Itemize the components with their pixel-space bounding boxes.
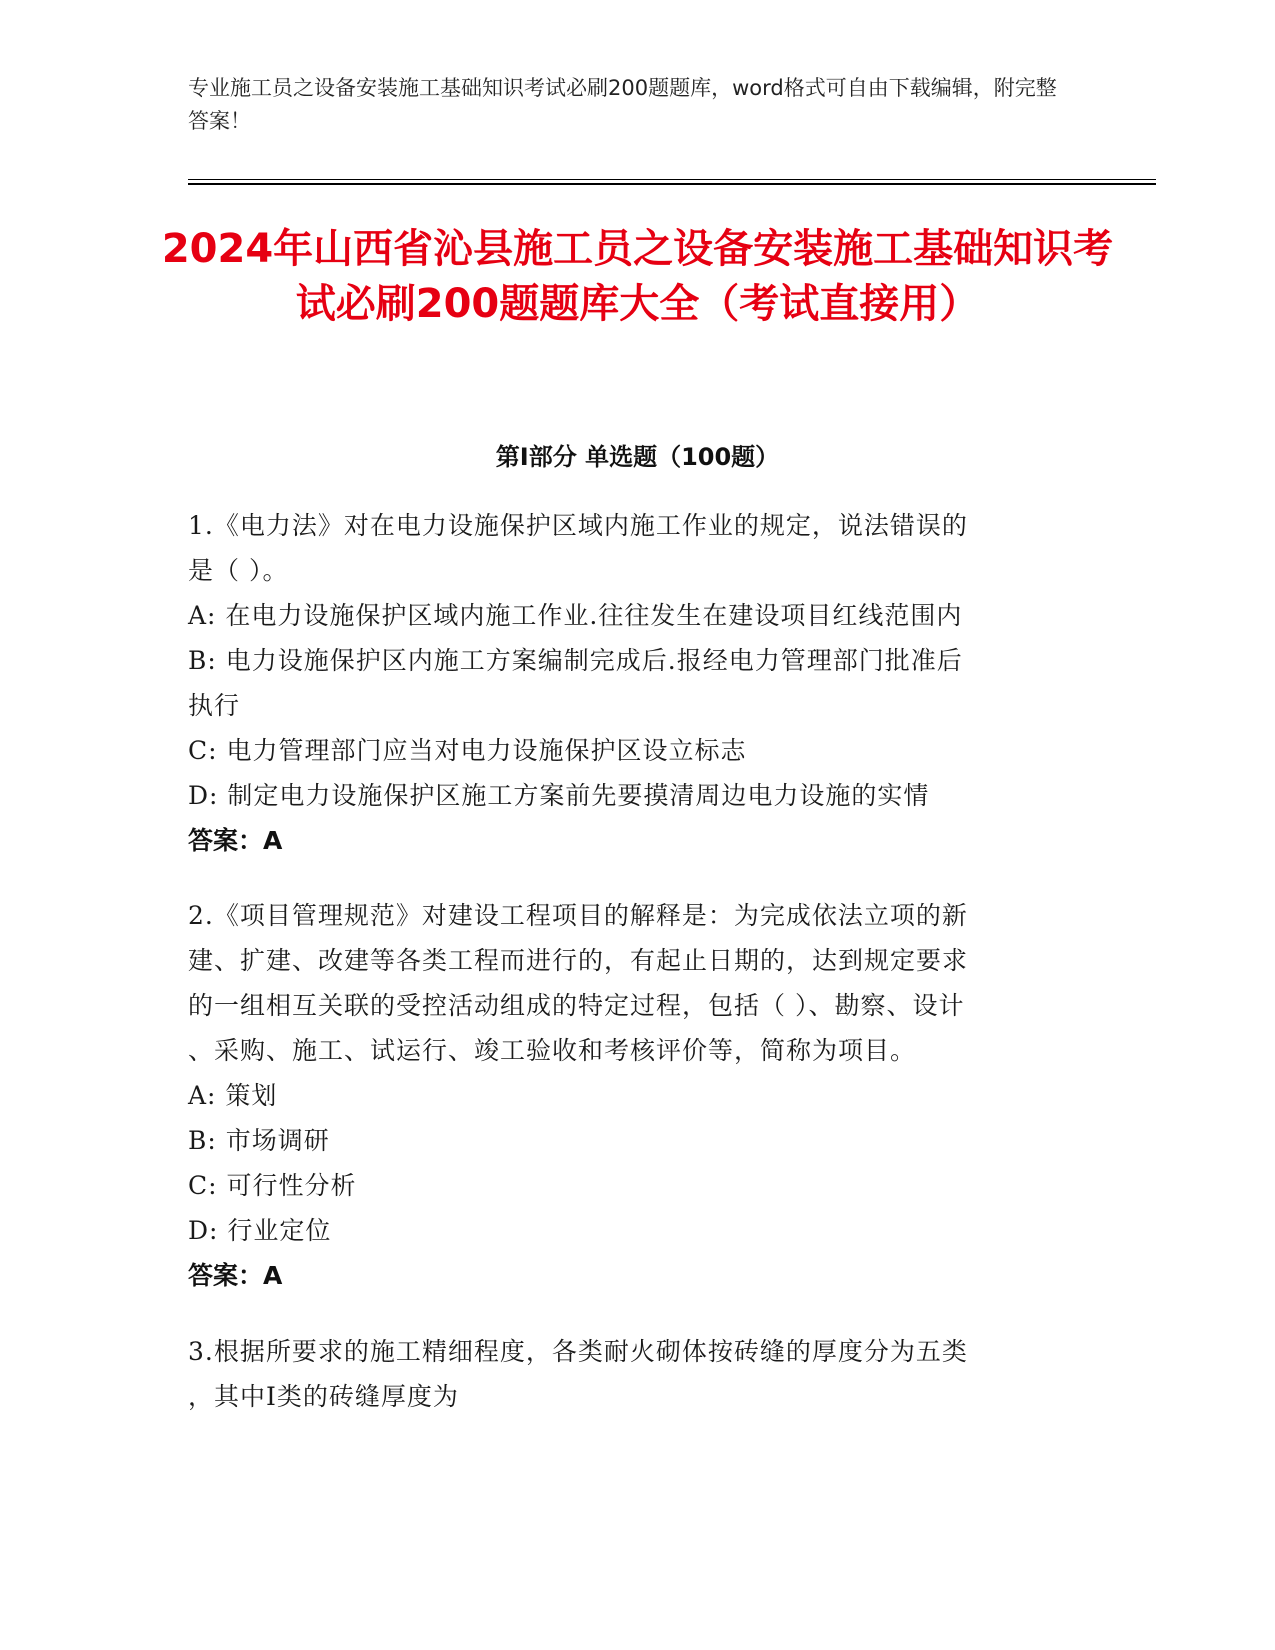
header-divider-thick (188, 183, 1156, 185)
question-2-option-c: C: 可行性分析 (188, 1171, 357, 1200)
question-2-option-a: A: 策划 (188, 1081, 278, 1110)
question-1-option-d: D: 制定电力设施保护区施工方案前先要摸清周边电力设施的实情 (188, 781, 930, 810)
question-2-stem-line: 2.《项目管理规范》对建设工程项目的解释是：为完成依法立项的新 (188, 901, 968, 930)
question-2-option-b: B: 市场调研 (188, 1126, 330, 1155)
question-2-option-d: D: 行业定位 (188, 1216, 332, 1245)
question-1-option-c: C: 电力管理部门应当对电力设施保护区设立标志 (188, 736, 747, 765)
section-heading: 第I部分 单选题（100题） (495, 443, 780, 471)
question-3-stem-line: ，其中Ⅰ类的砖缝厚度为 (188, 1382, 459, 1411)
question-1-option-b-cont: 执行 (188, 691, 241, 720)
question-1 (188, 503, 1068, 863)
question-1-stem-line: 是（ ）。 (188, 556, 289, 585)
question-1-option-b: B: 电力设施保护区内施工方案编制完成后.报经电力管理部门批准后 (188, 646, 963, 675)
question-3-stem-line: 3.根据所要求的施工精细程度，各类耐火砌体按砖缝的厚度分为五类 (188, 1337, 968, 1366)
header-divider-thin (188, 179, 1156, 180)
header-note: 专业施工员之设备安装施工基础知识考试必刷200题题库，word格式可自由下载编辑，附完整答案！ (188, 76, 1057, 133)
question-2-stem-line: 的一组相互关联的受控活动组成的特定过程，包括（ ）、勘察、设计 (188, 991, 965, 1020)
question-2 (188, 893, 1068, 1298)
question-2-stem-line: 建、扩建、改建等各类工程而进行的，有起止日期的，达到规定要求 (188, 946, 969, 975)
question-1-option-a: A: 在电力设施保护区域内施工作业.往往发生在建设项目红线范围内 (188, 601, 963, 630)
question-2-stem-line: 、采购、施工、试运行、竣工验收和考核评价等，简称为项目。 (188, 1036, 917, 1065)
document-title: 2024年山西省沁县施工员之设备安装施工基础知识考试必刷200题题库大全（考试直接用） (161, 226, 1114, 327)
question-3 (188, 1329, 1068, 1419)
question-1-answer: 答案：A (188, 826, 283, 855)
question-1-stem-line: 1.《电力法》对在电力设施保护区域内施工作业的规定，说法错误的 (188, 511, 968, 540)
question-2-answer: 答案：A (188, 1261, 283, 1290)
